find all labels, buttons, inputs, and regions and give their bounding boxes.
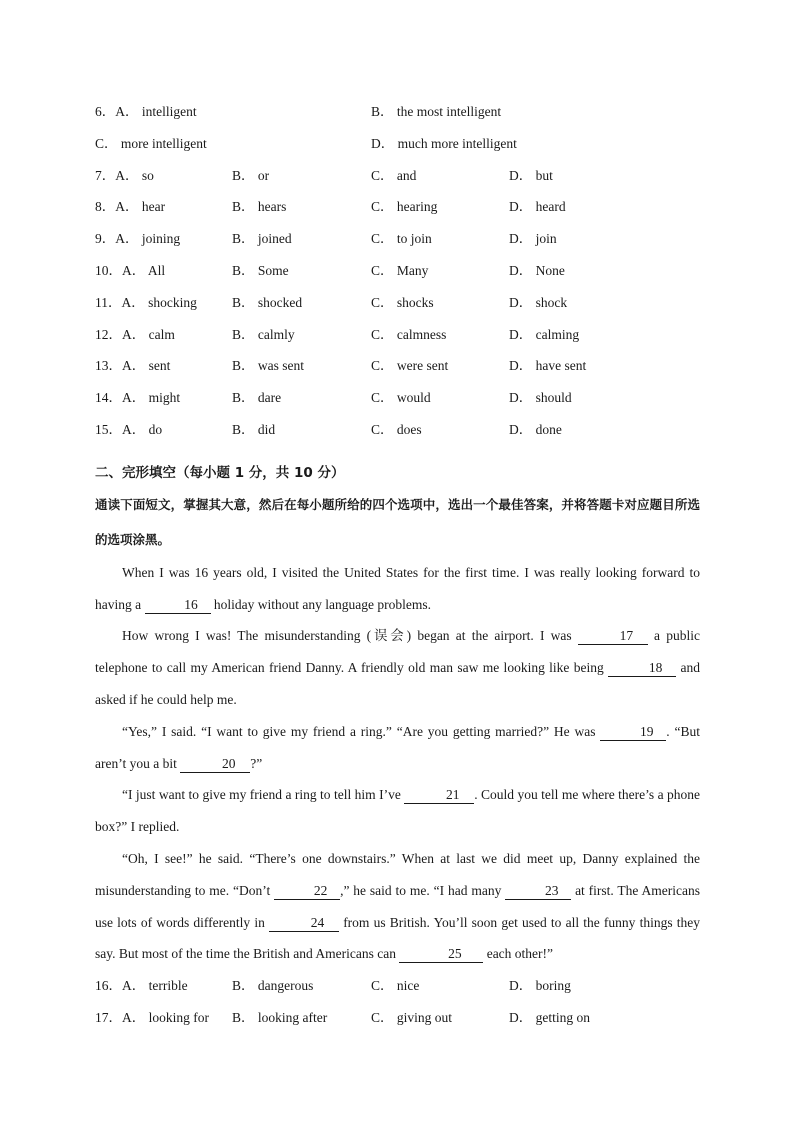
blank-24[interactable]: 24: [269, 914, 339, 932]
option-b: B． hears: [232, 199, 287, 215]
options-block-6-15: [95, 96, 700, 446]
section-heading: 二、完形填空（每小题 1 分，共 10 分）: [95, 464, 345, 481]
option-row-6: [95, 96, 700, 128]
option-row-14: [95, 382, 700, 414]
option-b: B． looking after: [232, 1009, 328, 1025]
option-d: D． heard: [509, 199, 566, 215]
option-d: D． getting on: [509, 1009, 590, 1025]
option-a: 14．A． might: [95, 390, 181, 406]
option-a: 7．A． so: [95, 167, 154, 183]
option-d: D． but: [509, 167, 553, 183]
blank-18[interactable]: 18: [608, 659, 676, 677]
blank-16[interactable]: 16: [145, 596, 211, 614]
option-c: C． giving out: [371, 1009, 453, 1025]
option-b: B． dare: [232, 390, 282, 406]
option-c: C． and: [371, 167, 417, 183]
option-c: C． hearing: [371, 199, 438, 215]
option-row-17: [95, 1002, 700, 1034]
option-d: D． done: [509, 421, 562, 437]
blank-22[interactable]: 22: [274, 882, 340, 900]
option-row-6-cd: [95, 128, 700, 160]
option-row-7: [95, 160, 700, 192]
option-a: 16．A． terrible: [95, 978, 188, 994]
option-a: 13．A． sent: [95, 358, 171, 374]
option-row-15: [95, 414, 700, 446]
option-a: 8．A． hear: [95, 199, 166, 215]
cloze-passage: [95, 557, 700, 970]
options-block-16-17: [95, 970, 700, 1034]
option-row-12: [95, 319, 700, 351]
option-d: D． None: [509, 262, 565, 278]
option-c: C． does: [371, 421, 422, 437]
blank-19[interactable]: 19: [600, 723, 666, 741]
option-b: B． dangerous: [232, 978, 314, 994]
option-a: 15．A． do: [95, 421, 163, 437]
option-a: 17．A． looking for: [95, 1009, 209, 1025]
option-b: B． Some: [232, 262, 289, 278]
option-c: C． would: [371, 390, 431, 406]
option-c: C． Many: [371, 262, 429, 278]
option-6-b: B． the most intelligent: [371, 104, 502, 119]
passage-paragraph-5: “Oh, I see!” he said. “There’s one downstairs.” When at last we did meet up, Danny explained the misunderstanding to me. “Don’t 22 ,” he said to me. “I had many 23 at first. The Americans use lots of words differently in 24 from us British. You’ll soon get used to all the funny things they say. But most of the time the British and Americans can 25 each other!”: [95, 850, 701, 962]
option-b: B． joined: [232, 231, 292, 247]
option-b: B． calmly: [232, 326, 295, 342]
passage-paragraph-1: When I was 16 years old, I visited the United States for the first time. I was really looking forward to having a 16 holiday without any language problems.: [95, 564, 700, 612]
option-b: B． or: [232, 167, 270, 183]
option-a: 11．A． shocking: [95, 294, 197, 310]
exam-page: [95, 96, 700, 1034]
section-instruction: 通读下面短文，掌握其大意，然后在每小题所给的四个选项中，选出一个最佳答案，并将答题卡对应题目所选的选项涂黑。: [95, 496, 700, 547]
option-d: D． have sent: [509, 358, 587, 374]
option-c: C． nice: [371, 978, 420, 994]
option-b: B． shocked: [232, 294, 303, 310]
option-c: C． were sent: [371, 358, 449, 374]
blank-25[interactable]: 25: [399, 945, 483, 963]
blank-23[interactable]: 23: [505, 882, 571, 900]
passage-paragraph-4: “I just want to give my friend a ring to tell him I’ve 21 . Could you tell me where there’s a phone box?” I replied.: [95, 787, 700, 835]
option-b: B． did: [232, 421, 276, 437]
blank-21[interactable]: 21: [404, 786, 474, 804]
passage-paragraph-3: “Yes,” I said. “I want to give my friend a ring.” “Are you getting married?” He was 19 . “But aren’t you a bit 20 ?”: [95, 723, 700, 771]
option-d: D． should: [509, 390, 572, 406]
option-row-10: [95, 255, 700, 287]
option-6-d: D． much more intelligent: [371, 135, 517, 151]
option-d: D． boring: [509, 978, 571, 994]
option-6-c: C． more intelligent: [95, 135, 207, 151]
option-b: B． was sent: [232, 358, 304, 374]
option-d: D． calming: [509, 326, 580, 342]
option-a: 12．A． calm: [95, 326, 175, 342]
option-c: C． calmness: [371, 326, 447, 342]
option-row-9: [95, 223, 700, 255]
blank-17[interactable]: 17: [578, 627, 648, 645]
option-a: 9．A． joining: [95, 231, 181, 247]
option-d: D． join: [509, 231, 557, 247]
option-row-11: [95, 287, 700, 319]
option-d: D． shock: [509, 294, 568, 310]
blank-20[interactable]: 20: [180, 755, 250, 773]
option-c: C． to join: [371, 231, 432, 247]
option-c: C． shocks: [371, 294, 434, 310]
passage-paragraph-2: How wrong I was! The misunderstanding (误会) began at the airport. I was 17 a public telephone to call my American friend Danny. A friendly old man saw me looking like being 18 and asked if he could help me.: [95, 628, 700, 707]
option-row-8: [95, 191, 700, 223]
option-row-13: [95, 350, 700, 382]
option-row-16: [95, 970, 700, 1002]
option-a: 10．A． All: [95, 262, 166, 278]
option-6-a: 6．A． intelligent: [95, 104, 197, 119]
